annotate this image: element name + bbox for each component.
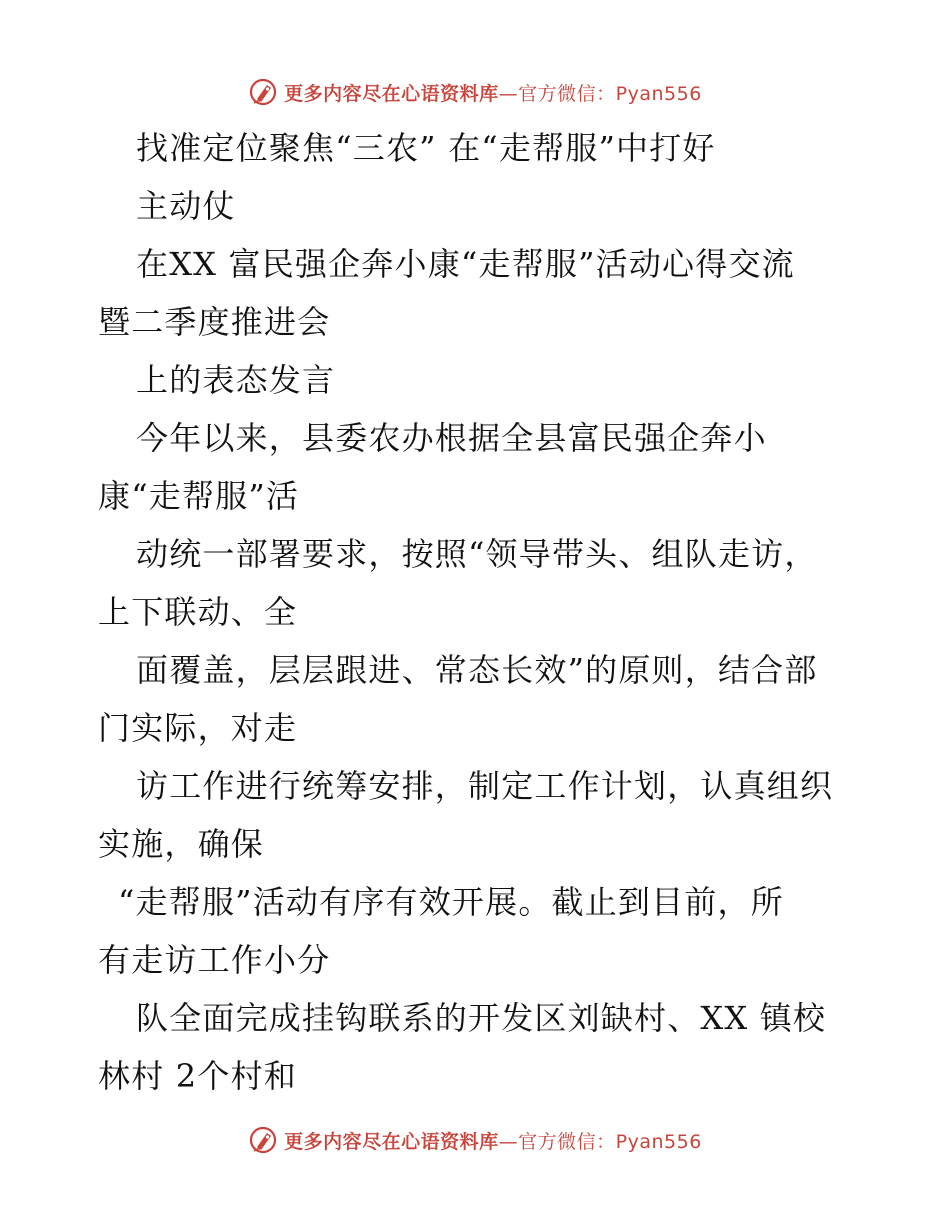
text-line: 实施，确保: [98, 825, 265, 863]
text-line: 动统一部署要求，按照“领导带头、组队走访，: [136, 535, 818, 573]
text-line: 暨二季度推进会: [98, 303, 331, 341]
pen-nib-logo-icon: [248, 1125, 278, 1155]
text-line: 门实际，对走: [98, 709, 298, 747]
text-line: 主动仗: [136, 187, 236, 225]
watermark-text: [284, 1127, 702, 1154]
text-line: 今年以来，县委农办根据全县富民强企奔小: [136, 419, 767, 457]
watermark-wechat: 官方微信：Pyan556: [518, 82, 702, 105]
text-line: “走帮服”活动有序有效开展。截止到目前，所: [118, 883, 784, 921]
text-line: 在XX 富民强企奔小康“走帮服”活动心得交流: [136, 245, 795, 283]
text-line: 访工作进行统筹安排，制定工作计划，认真组织: [136, 767, 834, 805]
text-line: 找准定位聚焦“三农” 在“走帮服”中打好: [136, 129, 716, 167]
watermark-footer: [0, 1120, 950, 1160]
watermark-brand: 更多内容尽在心语资料库: [284, 1130, 499, 1153]
watermark-text: [284, 79, 702, 106]
text-line: 上的表态发言: [136, 361, 336, 399]
watermark-wechat: 官方微信：Pyan556: [518, 1130, 702, 1153]
watermark-separator: —: [498, 82, 519, 105]
text-line: 上下联动、全: [98, 593, 298, 631]
watermark-separator: —: [498, 1130, 519, 1153]
text-line: 队全面完成挂钩联系的开发区刘缺村、XX 镇校: [136, 999, 827, 1037]
watermark-header: [0, 72, 950, 112]
watermark-brand: 更多内容尽在心语资料库: [284, 82, 499, 105]
text-line: 有走访工作小分: [98, 941, 331, 979]
text-line: 康“走帮服”活: [98, 477, 300, 515]
text-line: 林村 2个村和: [98, 1057, 297, 1095]
pen-nib-logo-icon: [248, 77, 278, 107]
text-line: 面覆盖，层层跟进、常态长效”的原则，结合部: [136, 651, 818, 689]
